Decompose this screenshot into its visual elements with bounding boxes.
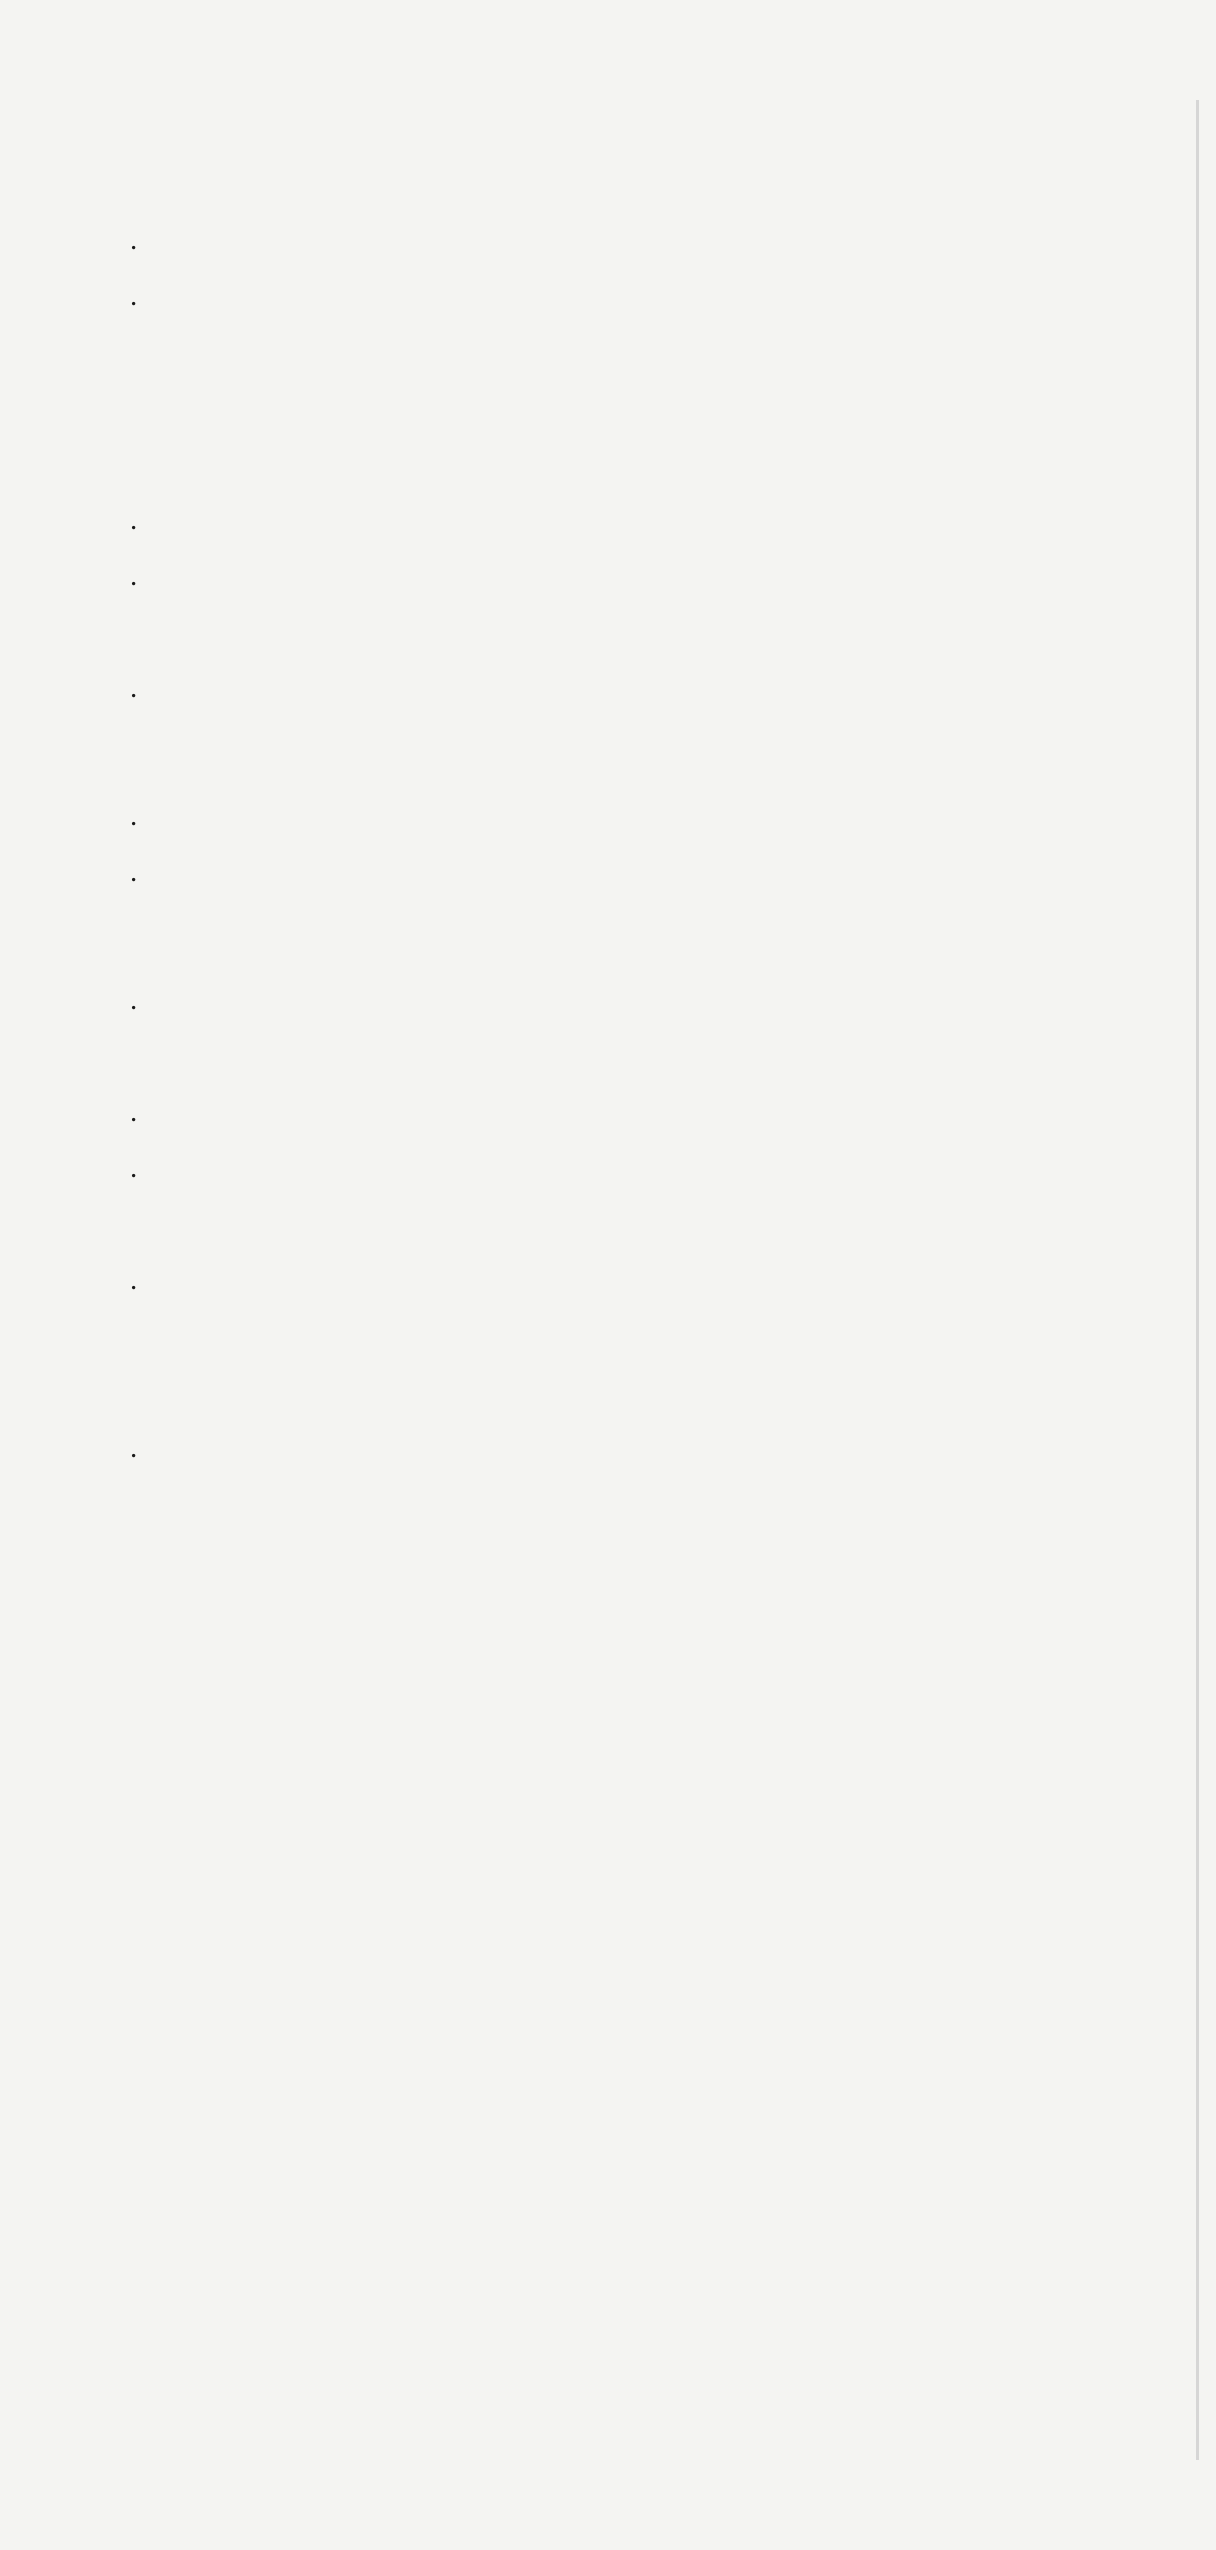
right-edge-rule: [1196, 100, 1199, 2460]
section4-part2: .: [130, 1096, 138, 1128]
grammar-part2-line1: .: [130, 280, 138, 312]
grammar-part1: .: [130, 224, 138, 256]
section3-part2: .: [130, 856, 138, 888]
lesson-part1: .: [130, 504, 138, 536]
lesson-part2-line1: .: [130, 560, 138, 592]
section4-part3-line1: .: [130, 1152, 138, 1184]
section4-part1-line1: .: [130, 984, 138, 1016]
section3-part1: .: [130, 800, 138, 832]
lesson-part3: .: [130, 672, 138, 704]
section4-part5-line1: .: [130, 1432, 138, 1464]
section4-part4: .: [130, 1264, 138, 1296]
